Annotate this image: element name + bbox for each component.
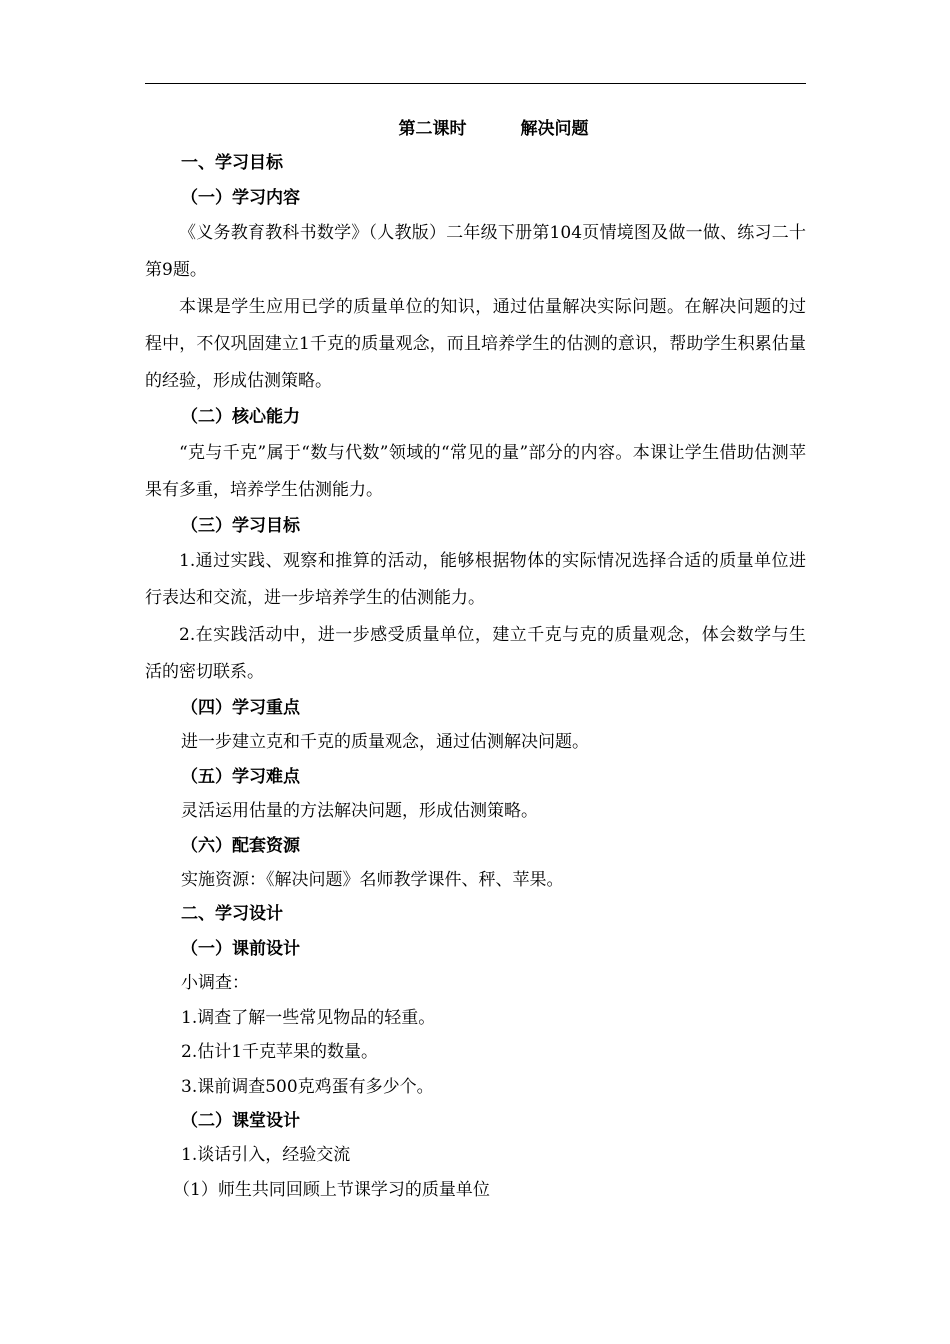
sub-item: （1）师生共同回顾上节课学习的质量单位 [173,1179,490,1200]
section-heading: 一、学习目标 [181,153,283,174]
paragraph: 2.在实践活动中，进一步感受质量单位，建立千克与克的质量观念，体会数学与生活的密切联系。 [145,625,806,683]
title-lesson: 第二课时 [398,119,467,139]
subsection-heading: （四）学习重点 [181,698,300,719]
subsection-heading: （一）学习内容 [181,187,300,208]
subsection-heading: （三）学习目标 [181,515,300,536]
text-line: 1.谈话引入，经验交流 [181,1145,351,1166]
page-title [145,112,806,146]
text-line: 3.课前调查500克鸡蛋有多少个。 [181,1076,434,1097]
text-line: 1.调查了解一些常见物品的轻重。 [181,1007,436,1028]
subsection-heading: （五）学习难点 [181,766,300,787]
paragraph: “克与千克”属于“数与代数”领域的“常见的量”部分的内容。本课让学生借助估测苹果有多重，培养学生估测能力。 [145,442,806,500]
text-line: 灵活运用估量的方法解决问题，形成估测策略。 [181,801,538,822]
document-body [145,112,806,1207]
subsection-heading: （六）配套资源 [181,835,300,856]
paragraph: 1.通过实践、观察和推算的活动，能够根据物体的实际情况选择合适的质量单位进行表达和交流，进一步培养学生的估测能力。 [145,551,806,609]
title-topic: 解决问题 [520,119,589,139]
text-line: 实施资源：《解决问题》名师教学课件、秤、苹果。 [181,870,564,891]
paragraph: 《义务教育教科书数学》（人教版）二年级下册第104页情境图及做一做、练习二十第9题。 [145,223,806,281]
section-heading: 二、学习设计 [181,904,283,925]
paragraph: 本课是学生应用已学的质量单位的知识，通过估量解决实际问题。在解决问题的过程中，不仅巩固建立1千克的质量观念，而且培养学生的估测的意识，帮助学生积累估量的经验，形成估测策略。 [145,297,806,392]
text-line: 2.估计1千克苹果的数量。 [181,1042,379,1063]
header-rule [145,83,806,84]
text-line: 进一步建立克和千克的质量观念，通过估测解决问题。 [181,732,589,753]
subsection-heading: （二）课堂设计 [181,1110,300,1131]
subsection-heading: （二）核心能力 [181,407,300,428]
subsection-heading: （一）课前设计 [181,938,300,959]
text-line: 小调查： [181,973,249,994]
